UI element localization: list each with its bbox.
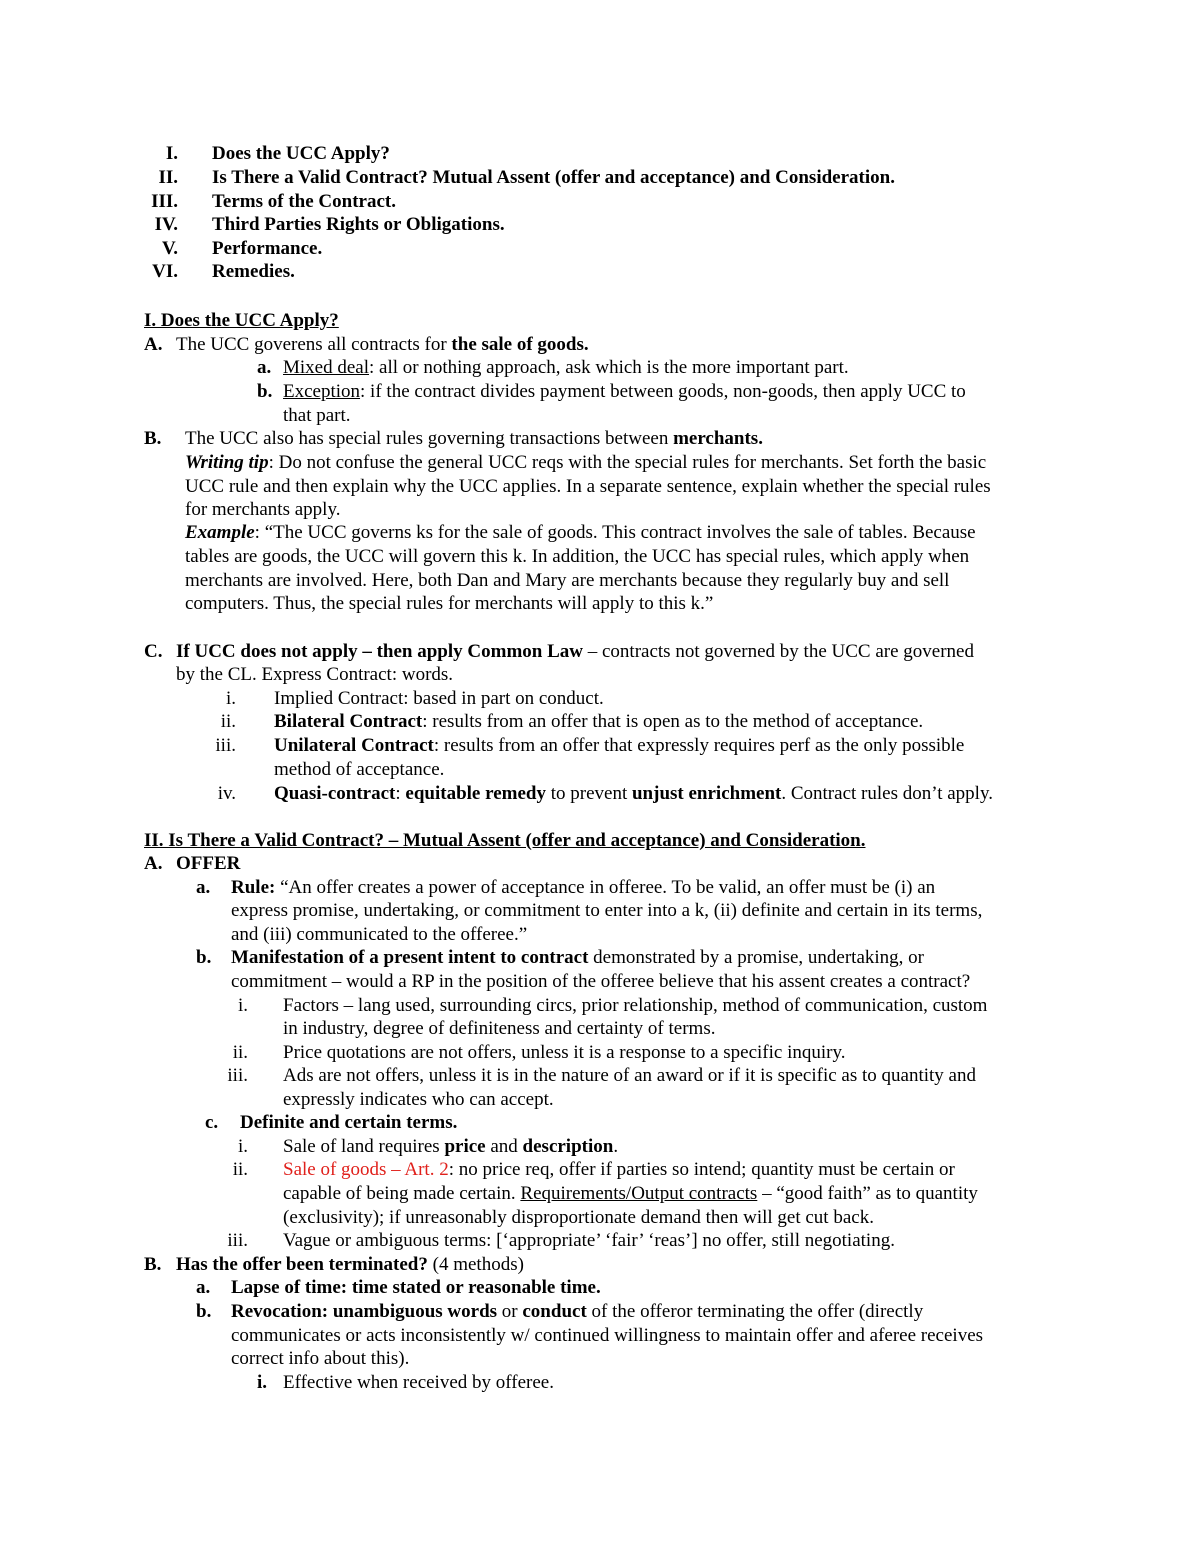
- s2-a-c-label: c.: [205, 1112, 219, 1133]
- s2-b-i-line-2: in industry, degree of definiteness and certainty of terms.: [283, 1018, 716, 1039]
- s2-b-iii-line-1: Ads are not offers, unless it is in the nature of an award or if it is specific as to quantity and: [283, 1065, 976, 1086]
- s2-b-b-line-2: communicates or acts inconsistently w/ continued willingness to maintain offer and aferee receives: [231, 1325, 984, 1346]
- s2-b-iii-num: iii.: [227, 1065, 248, 1086]
- toc-item-2: Is There a Valid Contract? Mutual Assent (offer and acceptance) and Consideration.: [212, 167, 895, 188]
- s2-b-iii-line-2: expressly indicates who can accept.: [283, 1089, 554, 1110]
- s2-b-title: Has the offer been terminated? (4 methods): [176, 1254, 524, 1275]
- s2-c-ii-num: ii.: [232, 1159, 248, 1180]
- s1-c-label: C.: [144, 641, 163, 662]
- toc-num-3: III.: [151, 191, 178, 212]
- s1-c-iv-text: Quasi-contract: equitable remedy to prevent unjust enrichment. Contract rules don’t apply.: [274, 783, 993, 804]
- s2-c-iii-text: Vague or ambiguous terms: [‘appropriate’ ‘fair’ ‘reas’] no offer, still negotiating.: [283, 1230, 895, 1251]
- s2-b-i-num: i.: [237, 995, 248, 1016]
- example-line-4: computers. Thus, the special rules for merchants will apply to this k.”: [185, 593, 714, 614]
- s1-a-a-text: Mixed deal: all or nothing approach, ask which is the more important part.: [283, 357, 849, 378]
- example-line-3: merchants are involved. Here, both Dan and Mary are merchants because they regularly buy and sell: [185, 570, 950, 591]
- toc-item-3: Terms of the Contract.: [212, 191, 396, 212]
- example-line-2: tables are goods, the UCC will govern this k. In addition, the UCC has special rules, which apply when: [185, 546, 970, 567]
- s1-a-b-text-cont: that part.: [283, 405, 351, 426]
- toc-item-1: Does the UCC Apply?: [212, 143, 390, 164]
- s2-b-ii-num: ii.: [232, 1042, 248, 1063]
- s2-b-a-label: a.: [196, 1277, 211, 1298]
- s2-c-ii-line-3: (exclusivity); if unreasonably disproportionate demand then will get cut back.: [283, 1207, 874, 1228]
- s2-b-b-i-num: i.: [257, 1372, 268, 1393]
- s2-c-iii-num: iii.: [227, 1230, 248, 1251]
- s1-a-text: The UCC goverens all contracts for the sale of goods.: [176, 334, 589, 355]
- toc-num-5: V.: [161, 238, 178, 259]
- toc-item-5: Performance.: [212, 238, 323, 259]
- s2-c-i-num: i.: [237, 1136, 248, 1157]
- example-line-1: Example: “The UCC governs ks for the sale of goods. This contract involves the sale of tables. Because: [185, 522, 976, 543]
- s2-b-i-line-1: Factors – lang used, surrounding circs, prior relationship, method of communication, custom: [283, 995, 988, 1016]
- s1-c-iii-text: Unilateral Contract: results from an offer that expressly requires perf as the only possible: [274, 735, 965, 756]
- toc-num-1: I.: [165, 143, 178, 164]
- toc-num-6: VI.: [152, 261, 178, 282]
- s2-b-a-text: Lapse of time: time stated or reasonable time.: [231, 1277, 601, 1298]
- toc-num-2: II.: [158, 167, 178, 188]
- s2-c-i-text: Sale of land requires price and description.: [283, 1136, 619, 1157]
- s2-c-ii-line-2: capable of being made certain. Requirements/Output contracts – “good faith” as to quantity: [283, 1183, 978, 1204]
- writing-tip-line-3: for merchants apply.: [185, 499, 341, 520]
- s1-b-label: B.: [144, 428, 162, 449]
- s1-a-b-text: Exception: if the contract divides payment between goods, non-goods, then apply UCC to: [283, 381, 966, 402]
- section-1-heading: I. Does the UCC Apply?: [144, 310, 339, 331]
- s2-b-b-label: b.: [196, 1301, 212, 1322]
- s1-c-text-cont: by the CL. Express Contract: words.: [176, 664, 454, 685]
- s2-a-label: A.: [144, 853, 163, 874]
- s2-b-label: B.: [144, 1254, 162, 1275]
- toc-item-6: Remedies.: [212, 261, 295, 282]
- s2-a-a-line-2: express promise, undertaking, or commitment to enter into a k, (ii) definite and certain in its terms,: [231, 900, 983, 921]
- s1-b-text: The UCC also has special rules governing transactions between merchants.: [185, 428, 763, 449]
- s1-c-i-text: Implied Contract: based in part on conduct.: [274, 688, 604, 709]
- writing-tip-line-1: Writing tip: Do not confuse the general UCC reqs with the special rules for merchants. Set forth the basic: [185, 452, 987, 473]
- toc-num-4: IV.: [154, 214, 178, 235]
- s1-c-text: If UCC does not apply – then apply Common Law – contracts not governed by the UCC are governed: [176, 641, 974, 662]
- s1-c-iv-num: iv.: [217, 783, 236, 804]
- s2-b-ii-line-1: Price quotations are not offers, unless it is a response to a specific inquiry.: [283, 1042, 846, 1063]
- s1-c-iii-text-cont: method of acceptance.: [274, 759, 445, 780]
- s2-b-b-line-1: Revocation: unambiguous words or conduct of the offeror terminating the offer (directly: [231, 1301, 924, 1322]
- s2-a-b-line-1: Manifestation of a present intent to contract demonstrated by a promise, undertaking, or: [231, 947, 925, 968]
- toc-item-4: Third Parties Rights or Obligations.: [212, 214, 505, 235]
- s2-a-title: OFFER: [176, 853, 241, 874]
- s2-b-b-line-3: correct info about this).: [231, 1348, 410, 1369]
- s2-a-a-line-3: and (iii) communicated to the offeree.”: [231, 924, 528, 945]
- s2-c-ii-line-1: Sale of goods – Art. 2: no price req, offer if parties so intend; quantity must be certain or: [283, 1159, 955, 1180]
- s1-c-iii-num: iii.: [215, 735, 236, 756]
- s2-a-b-label: b.: [196, 947, 212, 968]
- s1-a-b-label: b.: [257, 381, 273, 402]
- s2-a-a-label: a.: [196, 877, 211, 898]
- s2-a-c-title: Definite and certain terms.: [240, 1112, 458, 1133]
- writing-tip-line-2: UCC rule and then explain why the UCC applies. In a separate sentence, explain whether the special rules: [185, 476, 991, 497]
- s1-a-label: A.: [144, 334, 163, 355]
- s1-c-ii-text: Bilateral Contract: results from an offer that is open as to the method of acceptance.: [274, 711, 924, 732]
- s1-a-a-label: a.: [257, 357, 272, 378]
- s2-a-b-line-2: commitment – would a RP in the position of the offeree believe that his assent creates a contract?: [231, 971, 971, 992]
- s2-b-b-i-text: Effective when received by offeree.: [283, 1372, 554, 1393]
- section-2-heading: II. Is There a Valid Contract? – Mutual Assent (offer and acceptance) and Consideration.: [144, 830, 866, 851]
- s1-c-ii-num: ii.: [220, 711, 236, 732]
- s1-c-i-num: i.: [225, 688, 236, 709]
- s2-a-a-line-1: Rule: “An offer creates a power of acceptance in offeree. To be valid, an offer must be (i) an: [231, 877, 936, 898]
